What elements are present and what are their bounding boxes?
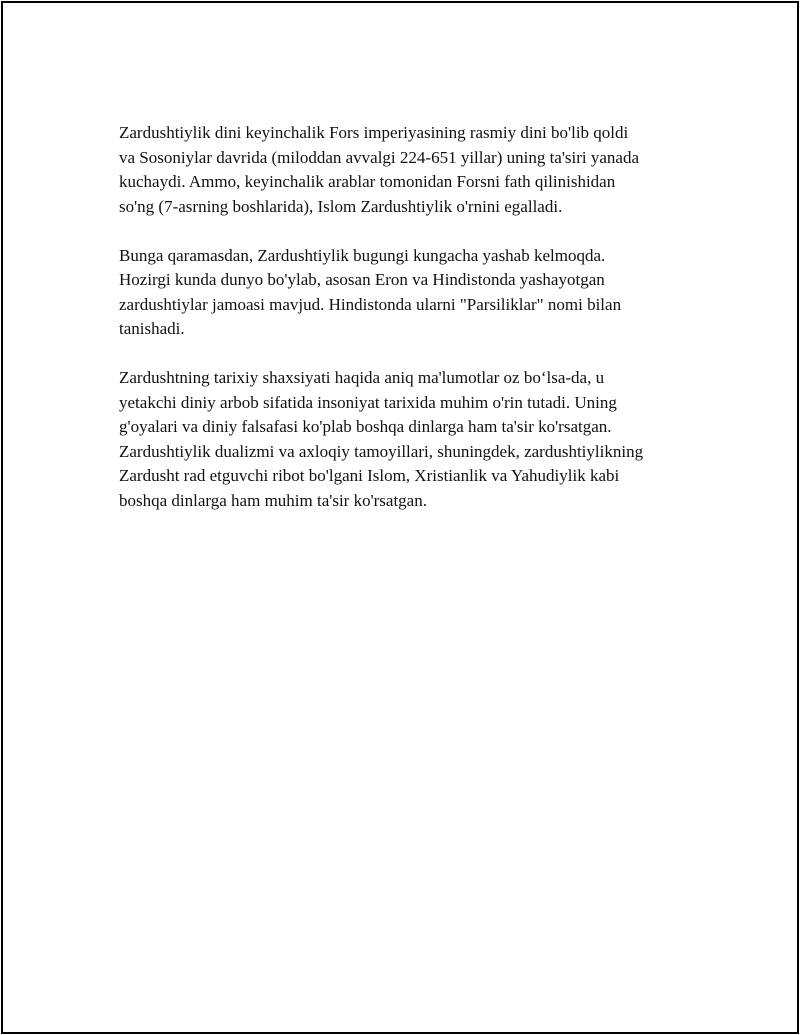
- paragraph-line: so'ng (7-asrning boshlarida), Islom Zardushtiylik o'rnini egalladi.: [119, 196, 563, 216]
- paragraph-1: [119, 121, 699, 219]
- paragraph-3: [119, 366, 699, 513]
- paragraph-line: Zardushtning tarixiy shaxsiyati haqida aniq ma'lumotlar oz bo‘lsa-da, u: [119, 368, 605, 387]
- paragraph-line: Zardusht rad etguvchi ribot bo'lgani Islom, Xristianlik va Yahudiylik kabi: [119, 466, 620, 485]
- paragraph-line: Bunga qaramasdan, Zardushtiylik bugungi kungacha yashab kelmoqda.: [119, 245, 606, 265]
- paragraph-line: zardushtiylar jamoasi mavjud. Hindistonda ularni "Parsiliklar" nomi bilan: [119, 294, 622, 314]
- paragraph-line: boshqa dinlarga ham muhim ta'sir ko'rsatgan.: [119, 490, 427, 510]
- paragraph-line: va Sosoniylar davrida (miloddan avvalgi 224-651 yillar) uning ta'siri yanada: [119, 147, 640, 167]
- paragraph-line: yetakchi diniy arbob sifatida insoniyat tarixida muhim o'rin tutadi. Uning: [119, 392, 617, 412]
- document-page: [1, 1, 799, 1034]
- paragraph-2: [119, 244, 699, 342]
- paragraph-line: Hozirgi kunda dunyo bo'ylab, asosan Eron va Hindistonda yashayotgan: [119, 270, 605, 289]
- document-body: [119, 121, 699, 538]
- paragraph-line: Zardushtiylik dini keyinchalik Fors imperiyasining rasmiy dini bo'lib qoldi: [119, 123, 629, 142]
- paragraph-line: kuchaydi. Ammo, keyinchalik arablar tomonidan Forsni fath qilinishidan: [119, 172, 616, 191]
- paragraph-line: g'oyalari va diniy falsafasi ko'plab boshqa dinlarga ham ta'sir ko'rsatgan.: [119, 417, 612, 436]
- paragraph-line: tanishadi.: [119, 319, 185, 338]
- paragraph-line: Zardushtiylik dualizmi va axloqiy tamoyillari, shuningdek, zardushtiylikning: [119, 441, 644, 461]
